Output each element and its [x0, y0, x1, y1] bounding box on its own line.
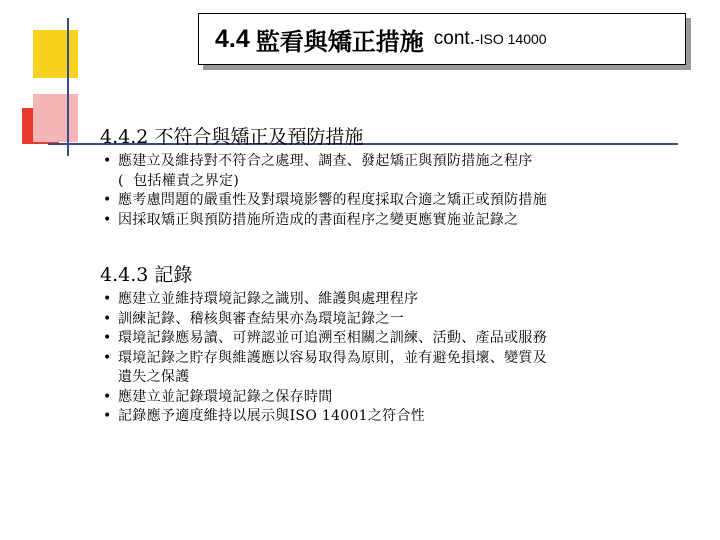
bullet: • [103, 330, 112, 346]
list-item [100, 349, 700, 388]
list-item [100, 329, 700, 349]
decor-vertical-line [67, 18, 69, 156]
list-item-text: 應建立並記錄環境記錄之保存時間 [118, 388, 333, 405]
list-item-text: 應建立及維持對不符合之處理、調查、發起矯正與預防措施之程序 ( 包括權責之界定) [118, 153, 533, 189]
list-item-text: 環境記錄應易讀、可辨認並可追溯至相關之訓練、活動、產品或服務 [118, 330, 547, 346]
list-item-text: 因採取矯正與預防措施所造成的書面程序之變更應實施並記錄之 [118, 211, 519, 228]
title-iso: -ISO 14000 [474, 31, 547, 47]
section-heading-4-4-3: 4.4.3 記錄 [100, 264, 193, 286]
list-item [100, 152, 700, 191]
list-item [100, 290, 700, 310]
list-item-text: 訓練記錄、稽核與審查結果亦為環境記錄之一 [118, 310, 404, 327]
title-cont: cont. [433, 28, 475, 49]
decor-pink-square [33, 94, 78, 142]
list-item [100, 310, 700, 330]
section-list-4-4-3 [100, 290, 700, 427]
list-item [100, 388, 700, 408]
list-item-text: 應建立並維持環境記錄之識別、維護與處理程序 [118, 291, 419, 307]
list-item-text: 記錄應予適度維持以展示與ISO 14001之符合性 [118, 408, 426, 424]
list-item-text: 環境記錄之貯存與維護應以容易取得為原則，並有避免損壞、變質及 遺失之保護 [118, 349, 547, 385]
bullet: • [103, 349, 112, 366]
section-list-4-4-2 [100, 152, 700, 230]
bullet: • [103, 408, 112, 424]
bullet: • [103, 291, 112, 307]
decor-yellow-square [33, 30, 78, 78]
list-item [100, 407, 700, 427]
bullet: • [103, 310, 112, 327]
bullet: • [103, 192, 112, 208]
title-chinese: 監看與矯正措施 [255, 26, 424, 56]
bullet: • [103, 388, 112, 405]
title-number: 4.4 [215, 24, 250, 53]
list-item [100, 211, 700, 231]
bullet: • [103, 211, 112, 228]
section-heading-4-4-2: 4.4.2 不符合與矯正及預防措施 [100, 126, 364, 148]
bullet: • [103, 153, 112, 169]
list-item-text: 應考慮問題的嚴重性及對環境影響的程度採取合適之矯正或預防措施 [118, 192, 547, 208]
list-item [100, 191, 700, 211]
slide-title [198, 13, 686, 65]
